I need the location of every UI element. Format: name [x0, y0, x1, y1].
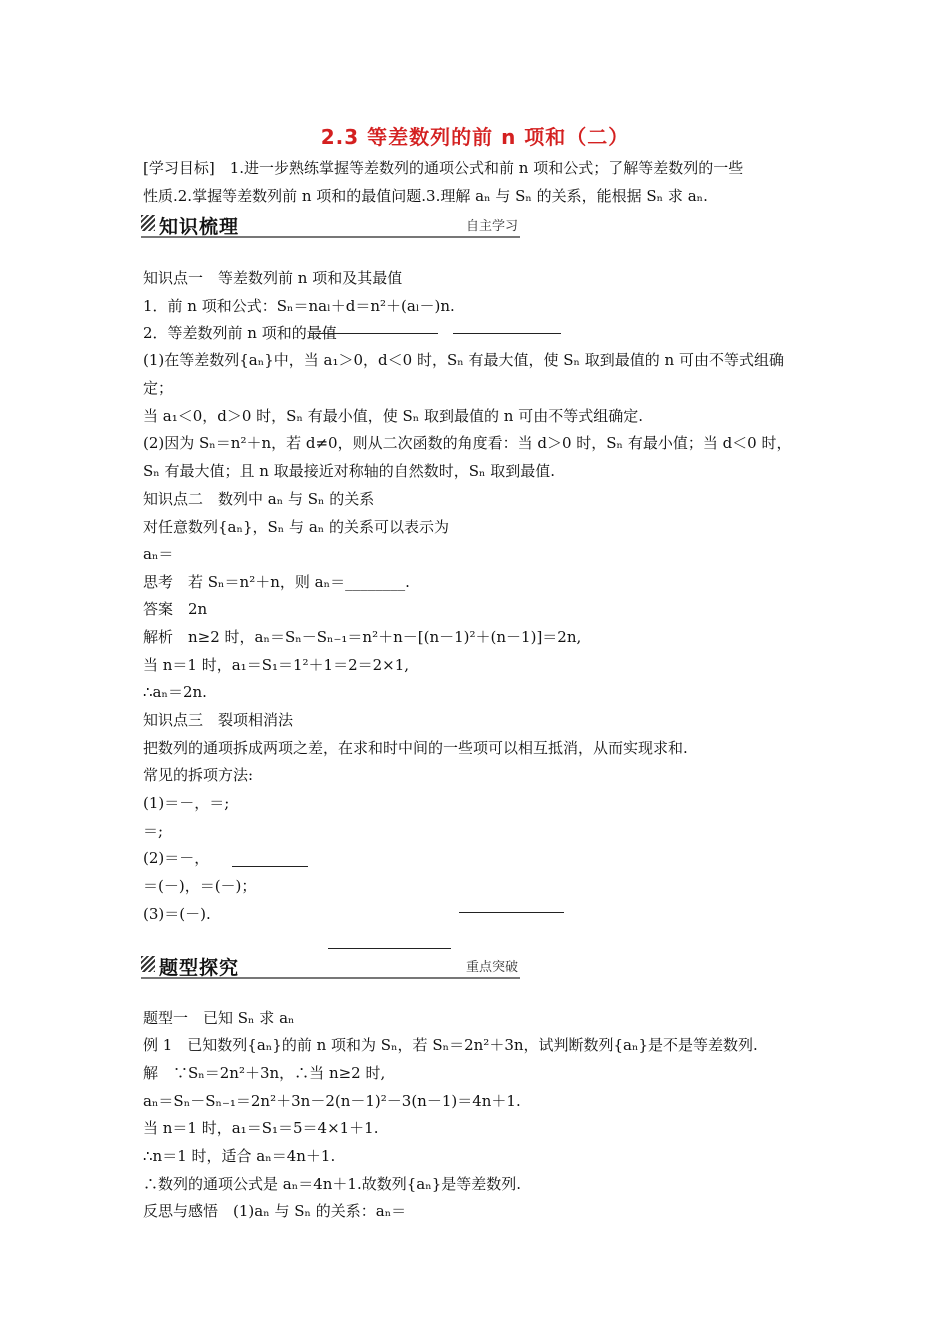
text-line: 2．等差数列前 n 项和的最值 [143, 324, 337, 342]
section-heading: 知识梳理 [159, 216, 240, 238]
blank-line [310, 333, 438, 334]
section-stripes-icon [141, 956, 155, 972]
text-line: 对任意数列{aₙ}，Sₙ 与 aₙ 的关系可以表示为 [143, 518, 450, 536]
text-line: ∴数列的通项公式是 aₙ＝4n＋1.故数列{aₙ}是等差数列. [143, 1175, 522, 1193]
blank-line [232, 866, 308, 867]
text-line: 定； [143, 379, 174, 397]
blank-line [453, 333, 561, 334]
section-header-knowledge [141, 212, 520, 238]
page-title: 2.3 等差数列的前 n 项和（二） [320, 125, 630, 149]
text-line: ＝(－)，＝(－)； [143, 877, 257, 895]
text-line: 解析 n≥2 时，aₙ＝Sₙ－Sₙ₋₁＝n²＋n－[(n－1)²＋(n－1)]＝2n, [143, 628, 582, 646]
text-line: aₙ＝Sₙ－Sₙ₋₁＝2n²＋3n－2(n－1)²－3(n－1)＝4n＋1. [143, 1092, 521, 1110]
text-line: 常见的拆项方法: [143, 766, 254, 784]
objectives-line-2: 性质.2.掌握等差数列前 n 项和的最值问题.3.理解 aₙ 与 Sₙ 的关系，能根据 Sₙ 求 aₙ. [143, 187, 708, 205]
text-line: ＝; [143, 822, 164, 840]
text-line: 题型一 已知 Sₙ 求 aₙ [143, 1009, 295, 1027]
text-line: (1)＝－，＝; [143, 794, 230, 812]
text-line: 知识点二 数列中 aₙ 与 Sₙ 的关系 [143, 490, 375, 508]
text-line: 当 n＝1 时，a₁＝S₁＝1²＋1＝2＝2×1, [143, 656, 410, 674]
text-line: 1．前 n 项和公式：Sₙ＝naₗ＋d＝n²＋(aₗ－)n. [143, 297, 455, 315]
text-line: 思考 若 Sₙ＝n²＋n，则 aₙ＝________. [143, 573, 410, 591]
text-line: (2)因为 Sₙ＝n²＋n，若 d≠0，则从二次函数的角度看：当 d＞0 时，Sₙ 有最小值；当 d＜0 时， [143, 434, 792, 452]
text-line: 把数列的通项拆成两项之差，在求和时中间的一些项可以相互抵消，从而实现求和. [143, 739, 688, 757]
section-header-problems [141, 953, 520, 979]
text-line: Sₙ 有最大值；且 n 取最接近对称轴的自然数时，Sₙ 取到最值. [143, 462, 556, 480]
text-line: 当 a₁＜0，d＞0 时，Sₙ 有最小值，使 Sₙ 取到最值的 n 可由不等式组确定. [143, 407, 643, 425]
section-subheading: 自主学习 [465, 219, 518, 234]
blank-line [459, 912, 564, 913]
text-line: (2)＝－， [143, 849, 210, 867]
text-line: 反思与感悟 (1)aₙ 与 Sₙ 的关系：aₙ＝ [143, 1202, 407, 1220]
blank-line [328, 948, 451, 949]
text-line: aₙ＝ [143, 545, 174, 563]
section-heading: 题型探究 [159, 957, 240, 979]
text-line: ∴n＝1 时，适合 aₙ＝4n＋1. [143, 1147, 336, 1165]
text-line: 例 1 已知数列{aₙ}的前 n 项和为 Sₙ，若 Sₙ＝2n²＋3n，试判断数列{aₙ}是不是等差数列. [143, 1036, 758, 1054]
text-line: (3)＝(－). [143, 905, 211, 923]
text-line: ∴aₙ＝2n. [143, 683, 207, 701]
text-line: 当 n＝1 时，a₁＝S₁＝5＝4×1＋1. [143, 1119, 379, 1137]
section-subheading: 重点突破 [465, 960, 518, 975]
text-line: 知识点三 裂项相消法 [143, 711, 294, 729]
text-line: (1)在等差数列{aₙ}中，当 a₁＞0，d＜0 时，Sₙ 有最大值，使 Sₙ 取到最值的 n 可由不等式组确 [143, 351, 784, 369]
section-stripes-icon [141, 215, 155, 231]
text-line: 知识点一 等差数列前 n 项和及其最值 [143, 269, 403, 287]
text-line: 解 ∵Sₙ＝2n²＋3n，∴当 n≥2 时, [143, 1064, 386, 1082]
text-line: 答案 2n [143, 600, 208, 618]
objectives-line-1: [学习目标] 1.进一步熟练掌握等差数列的通项公式和前 n 项和公式；了解等差数列的一些 [143, 159, 744, 177]
